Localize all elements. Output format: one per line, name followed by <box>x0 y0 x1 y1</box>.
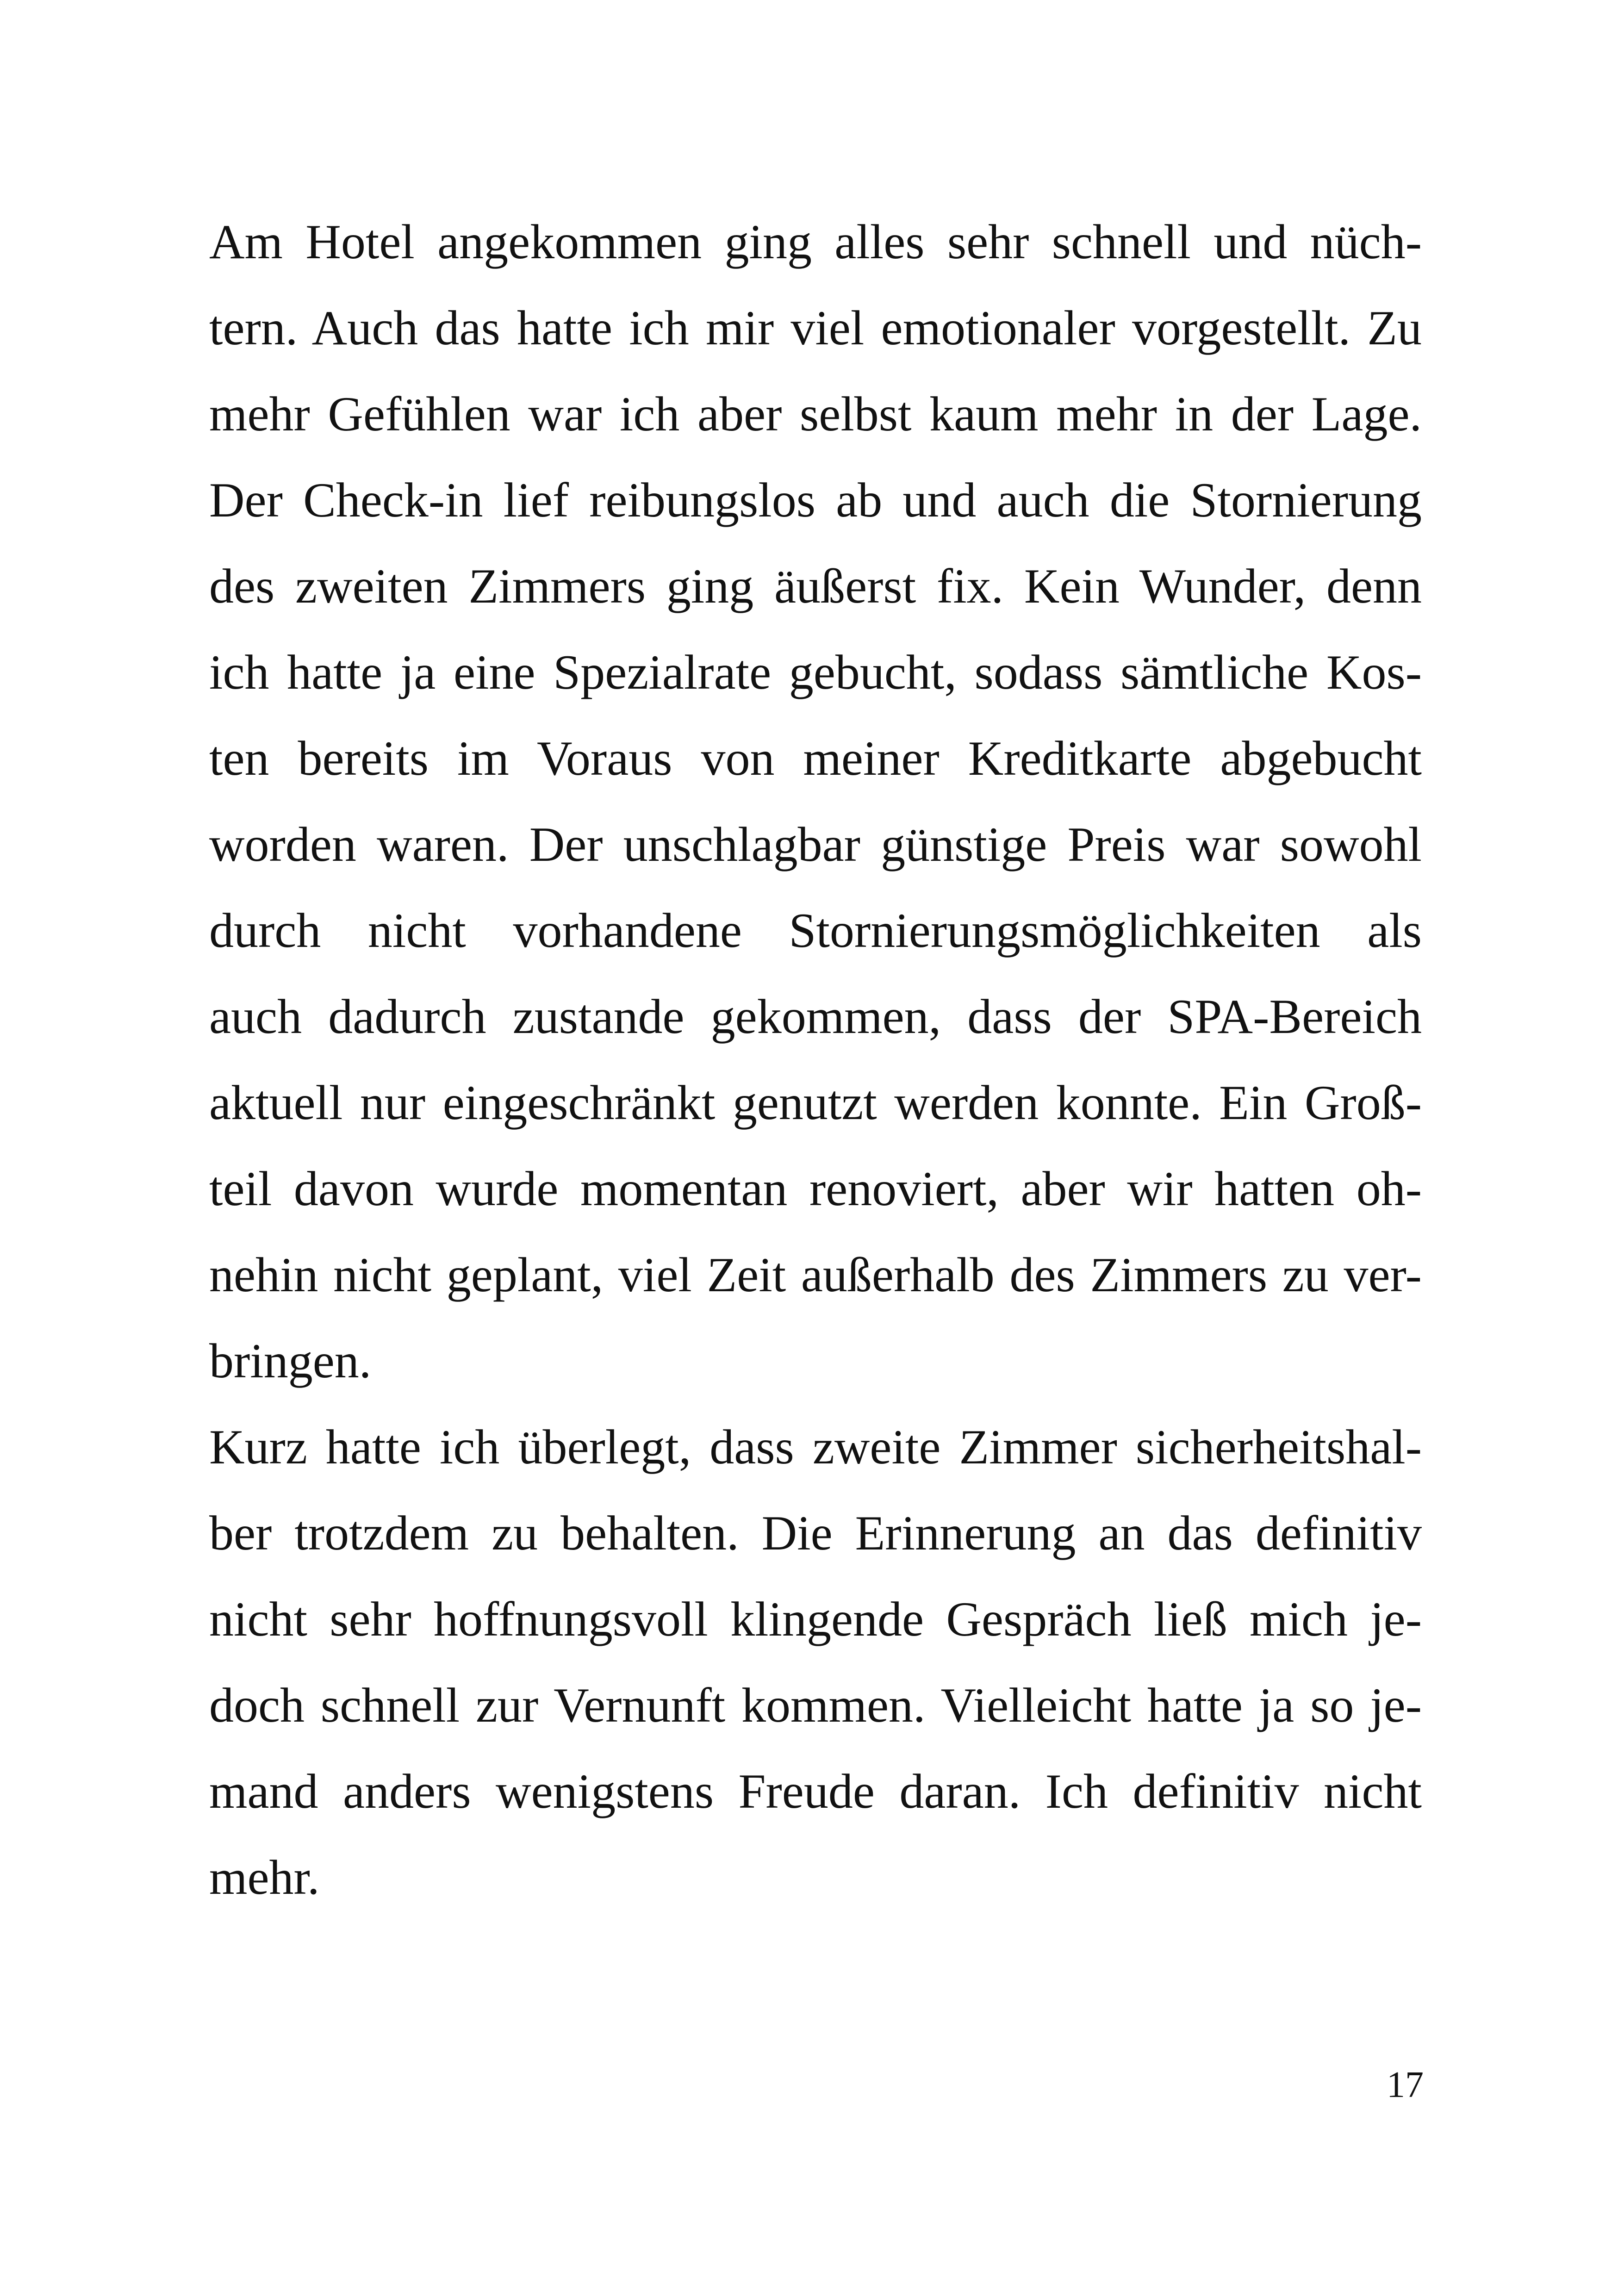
page-number: 17 <box>1387 2065 1424 2105</box>
paragraph-2 <box>209 1404 1422 1921</box>
text-line: mehr Gefühlen war ich aber selbst kaum mehr in der Lage. <box>209 387 1422 441</box>
text-line: aktuell nur eingeschränkt genutzt werden konnte. Ein Groß- <box>209 1076 1422 1130</box>
text-line: auch dadurch zustande gekommen, dass der SPA-Bereich <box>209 989 1422 1044</box>
text-line: ten bereits im Voraus von meiner Kreditkarte abgebucht <box>209 731 1422 785</box>
text-line: mand anders wenigstens Freude daran. Ich definitiv nicht <box>209 1764 1422 1818</box>
text-line: Der Check-in lief reibungslos ab und auch die Stornierung <box>209 473 1422 527</box>
text-line: durch nicht vorhandene Stornierungsmöglichkeiten als <box>209 903 1422 958</box>
text-line: bringen. <box>209 1334 372 1388</box>
text-line: teil davon wurde momentan renoviert, aber wir hatten oh- <box>209 1162 1422 1216</box>
paragraph-1 <box>209 199 1422 1404</box>
text-line: nicht sehr hoffnungsvoll klingende Gespräch ließ mich je- <box>209 1592 1422 1646</box>
text-line: des zweiten Zimmers ging äußerst fix. Kein Wunder, denn <box>209 559 1422 613</box>
text-line: Kurz hatte ich überlegt, dass zweite Zimmer sicherheitshal- <box>209 1420 1422 1474</box>
text-line: mehr. <box>209 1850 320 1904</box>
text-line: doch schnell zur Vernunft kommen. Vielleicht hatte ja so je- <box>209 1678 1422 1732</box>
text-line: worden waren. Der unschlagbar günstige Preis war sowohl <box>209 817 1422 871</box>
body-text <box>209 199 1422 1921</box>
text-line: ber trotzdem zu behalten. Die Erinnerung an das definitiv <box>209 1506 1422 1560</box>
text-line: ich hatte ja eine Spezialrate gebucht, sodass sämtliche Kos- <box>209 645 1422 699</box>
text-line: nehin nicht geplant, viel Zeit außerhalb des Zimmers zu ver- <box>209 1248 1422 1302</box>
text-line: tern. Auch das hatte ich mir viel emotionaler vorgestellt. Zu <box>209 301 1422 355</box>
text-line: Am Hotel angekommen ging alles sehr schnell und nüch- <box>209 215 1422 269</box>
